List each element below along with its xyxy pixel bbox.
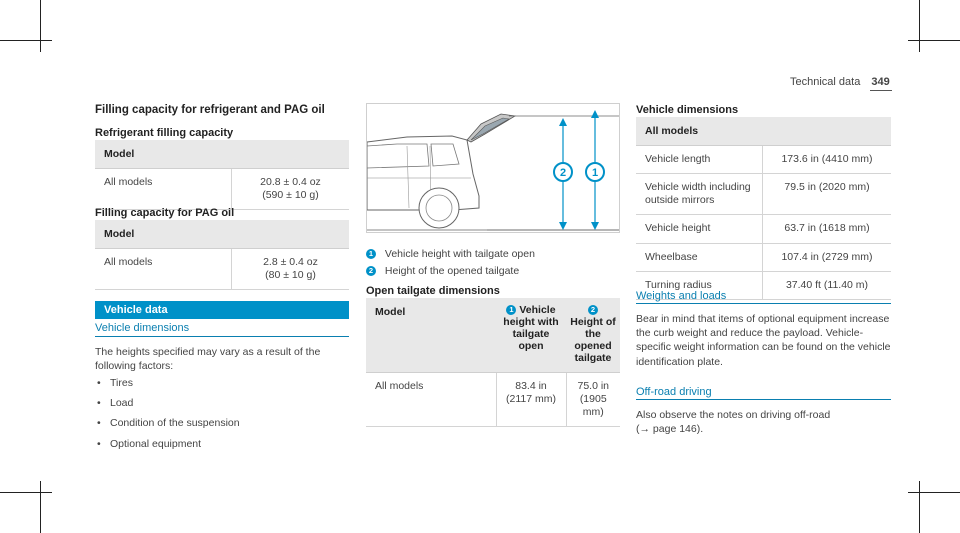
callout-legend-2 — [366, 264, 519, 278]
value-line: 20.8 ± 0.4 oz — [260, 176, 321, 188]
vehicle-dimensions-table — [636, 117, 891, 300]
value-line: (2117 mm) — [506, 393, 556, 406]
value-line: 2.8 ± 0.4 oz — [263, 256, 318, 268]
value-line: (80 ± 10 g) — [265, 269, 316, 282]
link-rule — [636, 399, 891, 400]
value-cell — [566, 373, 620, 427]
link-rule — [636, 303, 891, 304]
section-title: Technical data — [790, 76, 861, 88]
weights-loads-link[interactable]: Weights and loads — [636, 290, 727, 302]
table-row — [636, 174, 891, 215]
refrigerant-heading: Refrigerant filling capacity — [95, 127, 234, 139]
crop-mark — [919, 481, 920, 533]
label-cell: Turning radius — [636, 271, 763, 299]
callout-1-marker: 1 — [591, 167, 599, 179]
page-number-rule — [870, 90, 892, 91]
callout-1-text: Vehicle height with tailgate open — [384, 248, 535, 260]
value-line: 83.4 in — [515, 380, 547, 392]
crop-mark — [908, 492, 960, 493]
value-cell: 173.6 in (4410 mm) — [763, 146, 892, 174]
link-rule — [95, 336, 349, 337]
table-header: Model — [366, 298, 496, 373]
value-line: (1905 mm) — [579, 393, 607, 419]
refrigerant-section-title: Filling capacity for refrigerant and PAG oil — [95, 104, 325, 116]
callout-2-marker: 2 — [559, 167, 567, 179]
callout-2-badge: 2 — [588, 305, 598, 315]
offroad-link[interactable]: Off-road driving — [636, 386, 712, 398]
table-row — [95, 169, 349, 210]
label-cell: Wheelbase — [636, 243, 763, 271]
callout-1-badge: 1 — [506, 305, 516, 315]
table-header — [496, 298, 566, 373]
label-cell: Vehicle length — [636, 146, 763, 174]
factor-list — [95, 376, 349, 457]
crop-mark — [40, 481, 41, 533]
crop-mark — [0, 40, 52, 41]
offroad-text — [636, 408, 891, 436]
list-item: • Condition of the suspension — [95, 416, 349, 430]
label-cell: Vehicle height — [636, 215, 763, 243]
running-header — [790, 76, 890, 88]
page-reference[interactable]: (→ page 146). — [636, 423, 704, 436]
crop-mark — [908, 40, 960, 41]
page-number: 349 — [871, 76, 890, 88]
arrow-right-icon: → — [639, 423, 650, 436]
value-cell: 79.5 in (2020 mm) — [763, 174, 892, 215]
value-line: 75.0 in — [577, 380, 610, 392]
table-header — [566, 298, 620, 373]
vehicle-dimensions-link[interactable]: Vehicle dimensions — [95, 322, 190, 334]
table-row — [95, 249, 349, 290]
weights-text: Bear in mind that items of optional equipment increase the curb weight and reduce the payload. Vehicle-specific weight information can be found on the vehicle identification plate. — [636, 313, 891, 368]
list-item: • Optional equipment — [95, 437, 349, 451]
header-label: Vehicle height with tailgate open — [503, 304, 559, 352]
callout-legend-1 — [366, 247, 535, 261]
vehicle-dimensions-heading: Vehicle dimensions — [636, 104, 739, 116]
label-cell: Vehicle width including outside mirrors — [636, 174, 763, 215]
vehicle-outline-image — [367, 104, 620, 233]
table-row — [636, 146, 891, 174]
page-ref-text: page 146). — [652, 423, 704, 436]
offroad-line: Also observe the notes on driving off-road — [636, 409, 831, 421]
value-cell — [496, 373, 566, 427]
callout-2-text: Height of the opened tailgate — [384, 265, 520, 277]
header-label: Height of the opened tailgate — [570, 316, 616, 364]
tailgate-heading: Open tailgate dimensions — [366, 285, 500, 297]
value-cell — [232, 169, 350, 210]
value-cell — [232, 249, 350, 290]
table-row — [636, 243, 891, 271]
value-cell: 107.4 in (2729 mm) — [763, 243, 892, 271]
table-row — [366, 373, 620, 427]
value-cell: 63.7 in (1618 mm) — [763, 215, 892, 243]
crop-mark — [919, 0, 920, 52]
refrigerant-table — [95, 140, 349, 210]
table-header: All models — [636, 117, 891, 146]
model-cell: All models — [366, 373, 496, 427]
value-line: (590 ± 10 g) — [262, 189, 319, 202]
callout-2-badge: 2 — [366, 266, 376, 276]
table-row — [636, 215, 891, 243]
model-cell: All models — [95, 249, 232, 290]
tailgate-illustration — [366, 103, 620, 233]
callout-1-badge: 1 — [366, 249, 376, 259]
vehicle-data-bar: Vehicle data — [95, 301, 349, 319]
tailgate-table — [366, 298, 620, 427]
list-item: • Tires — [95, 376, 349, 390]
list-item: • Load — [95, 396, 349, 410]
dimensions-intro: The heights specified may vary as a result of the following factors: — [95, 346, 321, 373]
table-header: Model — [95, 140, 349, 169]
model-cell: All models — [95, 169, 232, 210]
pag-table — [95, 220, 349, 290]
table-header: Model — [95, 220, 349, 249]
crop-mark — [0, 492, 52, 493]
value-cell: 37.40 ft (11.40 m) — [763, 271, 892, 299]
pag-heading: Filling capacity for PAG oil — [95, 207, 235, 219]
crop-mark — [40, 0, 41, 52]
